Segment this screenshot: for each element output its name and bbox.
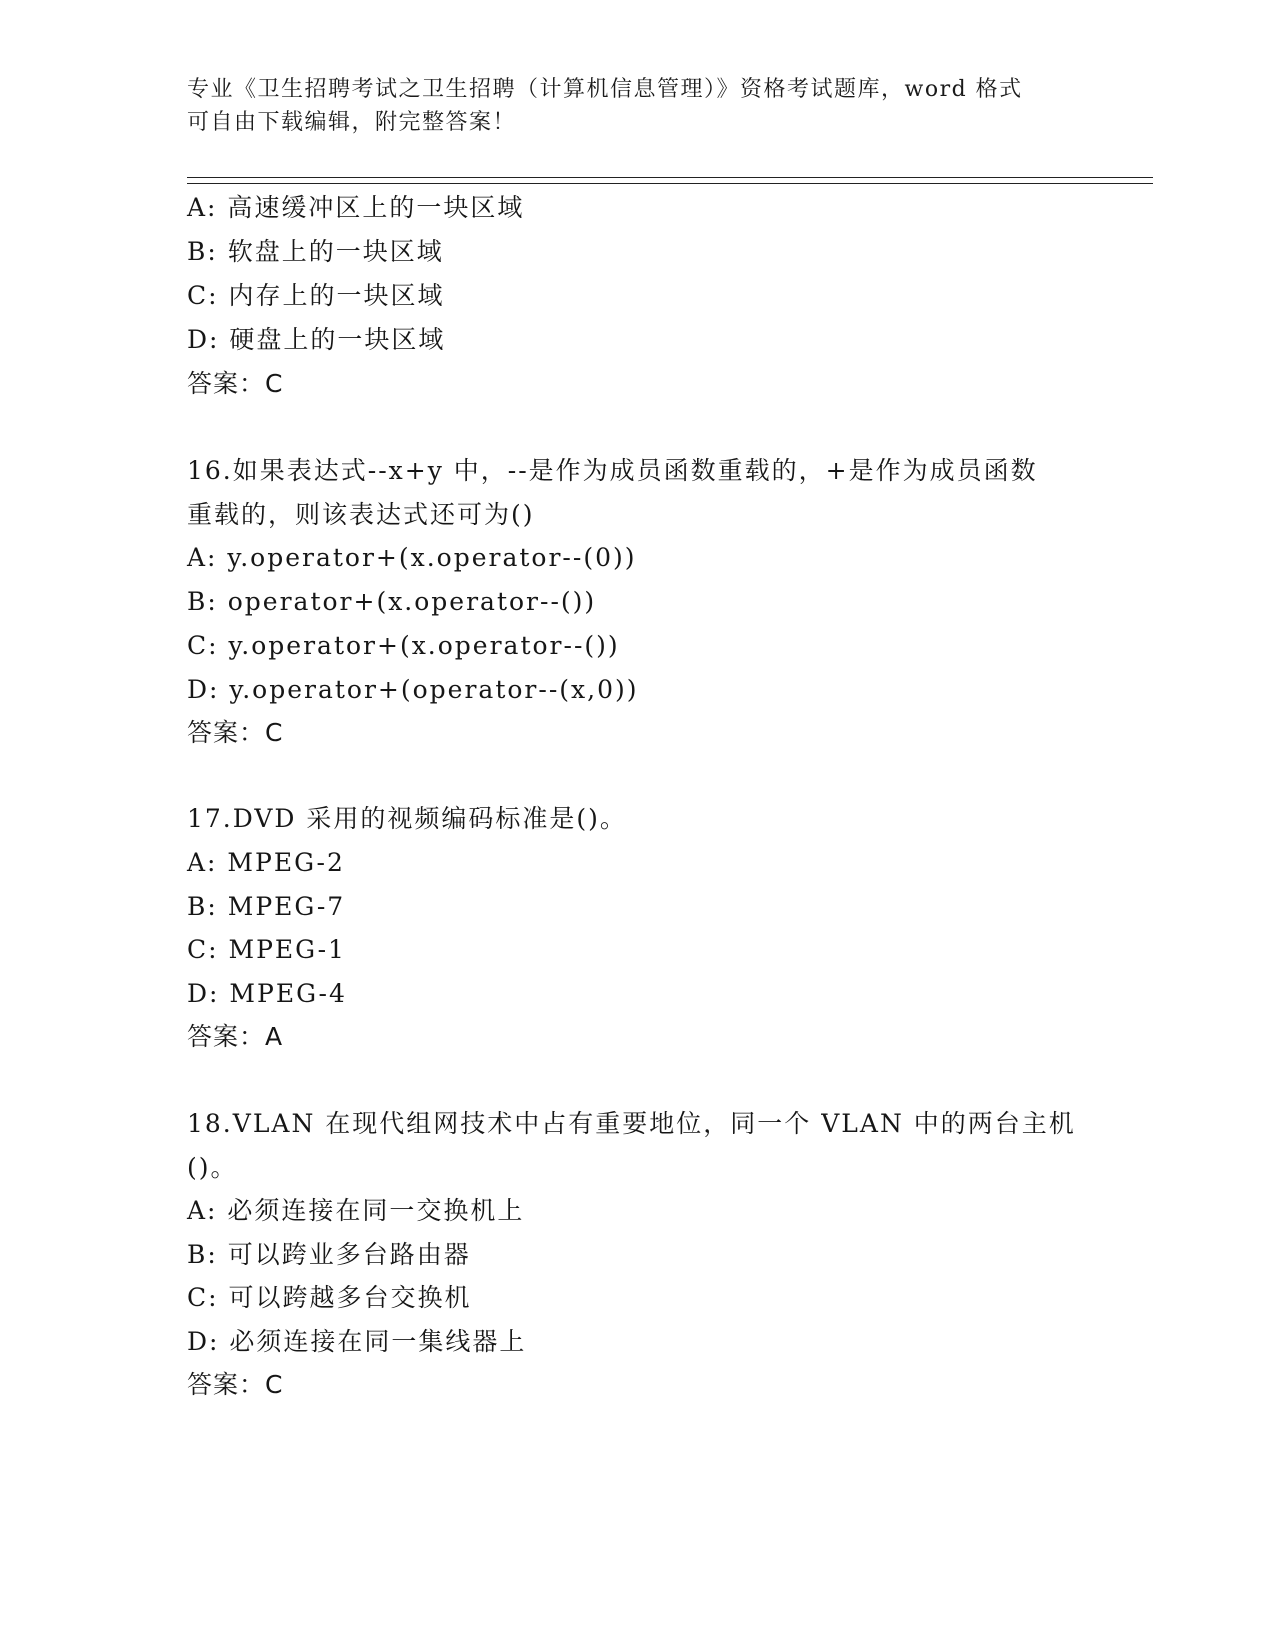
q17-answer: 答案：A (187, 1022, 284, 1051)
q16-option-b: B: operator+(x.operator--()) (187, 587, 597, 616)
q18-answer: 答案：C (187, 1370, 284, 1399)
q16-option-d: D: y.operator+(operator--(x,0)) (187, 675, 639, 704)
q16-option-a: A: y.operator+(x.operator--(0)) (187, 543, 637, 572)
q15-option-b: B: 软盘上的一块区域 (187, 237, 444, 266)
q15-option-a: A: 高速缓冲区上的一块区域 (187, 193, 525, 222)
q18-stem-line-2: ()。 (187, 1153, 238, 1182)
q17-option-c: C: MPEG-1 (187, 935, 346, 964)
header-line-1: 专业《卫生招聘考试之卫生招聘（计算机信息管理）》资格考试题库，word 格式 (187, 77, 1023, 102)
q15-option-d: D: 硬盘上的一块区域 (187, 325, 446, 354)
q16-answer: 答案：C (187, 718, 284, 747)
q16-option-c: C: y.operator+(x.operator--()) (187, 631, 620, 660)
q18-option-b: B: 可以跨业多台路由器 (187, 1240, 471, 1269)
header-line-2: 可自由下载编辑，附完整答案！ (187, 110, 517, 135)
q17-option-a: A: MPEG-2 (187, 848, 345, 877)
header-divider-bottom (187, 183, 1153, 184)
q18-stem-line-1: 18.VLAN 在现代组网技术中占有重要地位，同一个 VLAN 中的两台主机 (187, 1109, 1076, 1138)
q16-stem-line-2: 重载的，则该表达式还可为() (187, 500, 535, 529)
q18-option-a: A: 必须连接在同一交换机上 (187, 1196, 525, 1225)
q17-stem: 17.DVD 采用的视频编码标准是()。 (187, 804, 627, 833)
q18-option-d: D: 必须连接在同一集线器上 (187, 1327, 527, 1356)
q17-option-b: B: MPEG-7 (187, 892, 346, 921)
header-divider-top (187, 177, 1153, 178)
q16-stem-line-1: 16.如果表达式--x+y 中，--是作为成员函数重载的，+是作为成员函数 (187, 456, 1038, 485)
q17-option-d: D: MPEG-4 (187, 979, 347, 1008)
q18-option-c: C: 可以跨越多台交换机 (187, 1283, 472, 1312)
q15-answer: 答案：C (187, 369, 284, 398)
q15-option-c: C: 内存上的一块区域 (187, 281, 445, 310)
document-header (187, 73, 1087, 139)
